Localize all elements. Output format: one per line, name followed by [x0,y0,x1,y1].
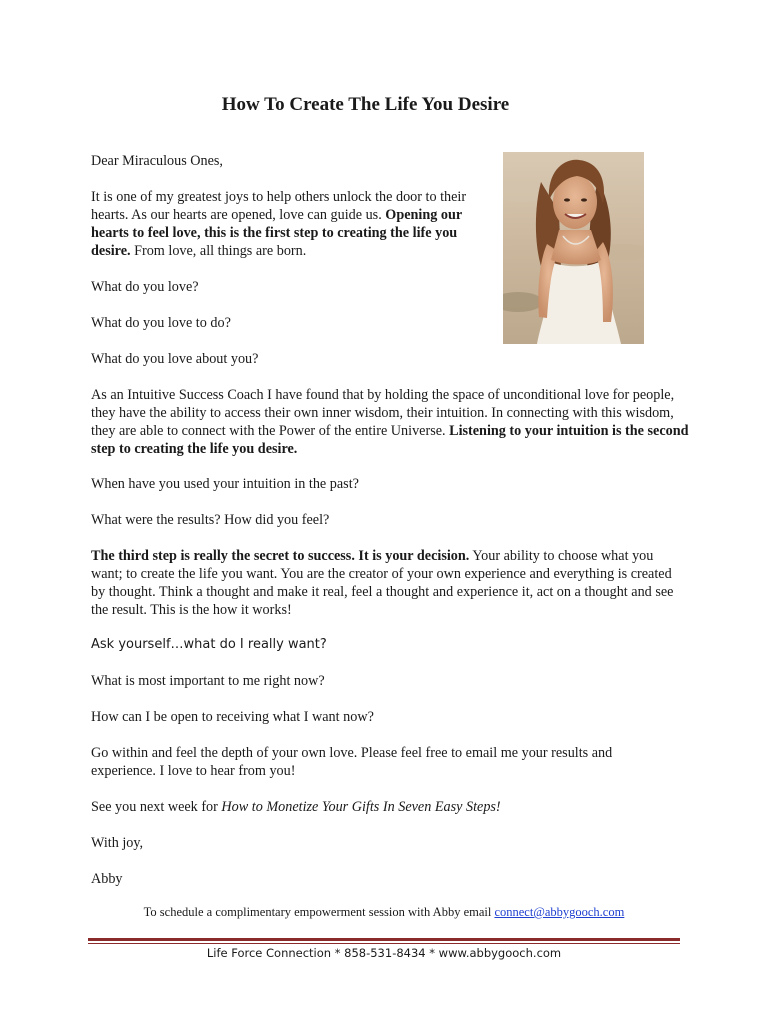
page-title: How To Create The Life You Desire [221,94,510,115]
author-photo [503,152,644,344]
email-link[interactable]: connect@abbygooch.com [494,905,625,919]
third-step-bold-text: The third step is really the secret to success. It is your decision. [91,548,470,564]
schedule-text: To schedule a complimentary empowerment session with Abby email [143,905,495,919]
closing-paragraph: Go within and feel the depth of your own love. Please feel free to email me your results and experience. I love to hear from you! [91,745,613,779]
third-step-text: Your ability to choose what you want; to create the life you want. You are the creator of your own experience and everything is created by thought. Think a thought and make it real, feel a thought and experience it, act on a thought and see the result. This is the how it works! [91,548,674,618]
question-love: What do you love? [91,279,199,295]
question-intuition: When have you used your intuition in the past? [91,476,359,492]
ask-yourself: Ask yourself…what do I really want? [91,637,327,652]
portrait-image [503,152,644,344]
question-love-about-you: What do you love about you? [91,351,259,367]
question-open-to-receiving: How can I be open to receiving what I want now? [91,709,374,725]
intro-text-end: From love, all things are born. [130,243,307,259]
contact-line: Life Force Connection * 858-531-8434 * www.abbygooch.com [206,946,562,960]
next-week-text: See you next week for [91,799,222,815]
question-most-important: What is most important to me right now? [91,673,325,689]
coach-paragraph [91,386,691,458]
intro-bold-text: Opening our hearts to feel love, this is the first step to creating the life you desire. [91,207,462,259]
third-step-paragraph [91,547,683,619]
next-week-line [91,798,691,816]
coach-bold-text: Listening to your intuition is the second step to creating the life you desire. [91,423,689,457]
question-love-to-do: What do you love to do? [91,315,231,331]
next-week-title: How to Monetize Your Gifts In Seven Easy Steps! [221,799,501,815]
greeting: Dear Miraculous Ones, [91,153,223,169]
footer-rule-thin [88,943,680,944]
question-results: What were the results? How did you feel? [91,512,330,528]
coach-text: As an Intuitive Success Coach I have found that by holding the space of unconditional love for people, they have the ability to access their own inner wisdom, their intuition. In connecting with this wisdom, they are able to connect with the Power of the entire Universe. [91,387,675,439]
signoff: With joy, [91,835,144,851]
intro-text: It is one of my greatest joys to help others unlock the door to their hearts. As our hearts are opened, love can guide us. [91,189,467,223]
intro-paragraph [91,188,491,260]
schedule-note [0,905,768,920]
footer-rule-thick [88,938,680,941]
signature: Abby [91,871,123,887]
